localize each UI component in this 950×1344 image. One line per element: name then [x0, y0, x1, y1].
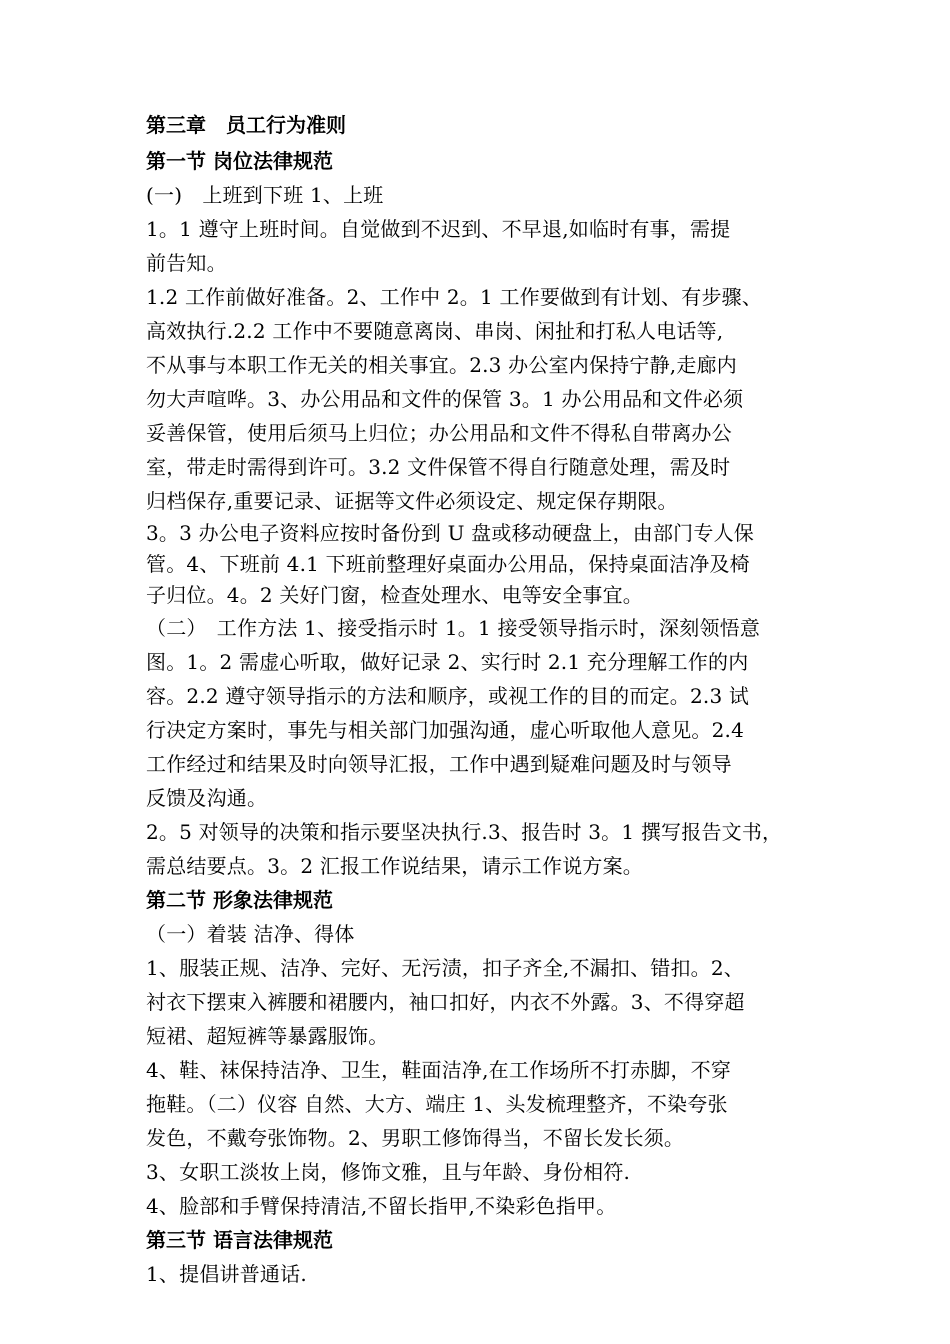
paragraph-line: 3、女职工淡妆上岗，修饰文雅，且与年龄、身份相符. — [146, 1160, 631, 1184]
paragraph-line: 1、服装正规、洁净、完好、无污渍，扣子齐全,不漏扣、错扣。2、 — [146, 956, 745, 980]
paragraph-line: 归档保存,重要记录、证据等文件必须设定、规定保存期限。 — [146, 489, 678, 513]
paragraph-line: 勿大声喧哗。3、办公用品和文件的保管 3。1 办公用品和文件必须 — [146, 387, 744, 411]
paragraph-line: 室，带走时需得到许可。3.2 文件保管不得自行随意处理，需及时 — [146, 455, 731, 479]
paragraph-line: 拖鞋。（二）仪容 自然、大方、端庄 1、头发梳理整齐，不染夸张 — [146, 1092, 728, 1116]
paragraph-line: (一) 上班到下班 1、上班 — [146, 183, 384, 207]
paragraph-line: 需总结要点。3。2 汇报工作说结果，请示工作说方案。 — [146, 854, 644, 878]
paragraph-line: （一）着装 洁净、得体 — [146, 922, 355, 946]
chapter-title: 第三章 员工行为准则 — [146, 113, 346, 137]
section-heading-3: 第三节 语言法律规范 — [146, 1228, 333, 1252]
paragraph-line: 3。3 办公电子资料应按时备份到 U 盘或移动硬盘上，由部门专人保 — [146, 521, 754, 545]
paragraph-line: 不从事与本职工作无关的相关事宜。2.3 办公室内保持宁静,走廊内 — [146, 353, 737, 377]
paragraph-line: （二） 工作方法 1、接受指示时 1。1 接受领导指示时，深刻领悟意 — [146, 616, 761, 640]
paragraph-line: 1.2 工作前做好准备。2、工作中 2。1 工作要做到有计划、有步骤、 — [146, 285, 763, 309]
paragraph-line: 1。1 遵守上班时间。自觉做到不迟到、不早退,如临时有事，需提 — [146, 217, 731, 241]
document-page — [146, 108, 826, 1291]
paragraph-line: 高效执行.2.2 工作中不要随意离岗、串岗、闲扯和打私人电话等, — [146, 319, 724, 343]
section-heading-2: 第二节 形象法律规范 — [146, 888, 333, 912]
paragraph-line: 管。4、下班前 4.1 下班前整理好桌面办公用品，保持桌面洁净及椅 — [146, 552, 750, 576]
section-heading-1: 第一节 岗位法律规范 — [146, 149, 333, 173]
paragraph-line: 容。2.2 遵守领导指示的方法和顺序，或视工作的目的而定。2.3 试 — [146, 684, 750, 708]
paragraph-line: 反馈及沟通。 — [146, 786, 268, 810]
paragraph-line: 发色，不戴夸张饰物。2、男职工修饰得当，不留长发长须。 — [146, 1126, 685, 1150]
paragraph-line: 短裙、超短裤等暴露服饰。 — [146, 1024, 389, 1048]
paragraph-line: 子归位。4。2 关好门窗，检查处理水、电等安全事宜。 — [146, 583, 644, 607]
paragraph-line: 前告知。 — [146, 251, 227, 275]
paragraph-line: 工作经过和结果及时向领导汇报，工作中遇到疑难问题及时与领导 — [146, 752, 732, 776]
paragraph-line: 图。1。2 需虚心听取，做好记录 2、实行时 2.1 充分理解工作的内 — [146, 650, 749, 674]
paragraph-line: 2。5 对领导的决策和指示要坚决执行.3、报告时 3。1 撰写报告文书， — [146, 820, 783, 844]
paragraph-line: 行决定方案时，事先与相关部门加强沟通，虚心听取他人意见。2.4 — [146, 718, 745, 742]
paragraph-line: 4、脸部和手臂保持清洁,不留长指甲,不染彩色指甲。 — [146, 1194, 617, 1218]
paragraph-line: 1、提倡讲普通话. — [146, 1262, 307, 1286]
paragraph-line: 4、鞋、袜保持洁净、卫生，鞋面洁净,在工作场所不打赤脚，不穿 — [146, 1058, 732, 1082]
paragraph-line: 衬衣下摆束入裤腰和裙腰内，袖口扣好，内衣不外露。3、不得穿超 — [146, 990, 745, 1014]
paragraph-line: 妥善保管，使用后须马上归位；办公用品和文件不得私自带离办公 — [146, 421, 732, 445]
